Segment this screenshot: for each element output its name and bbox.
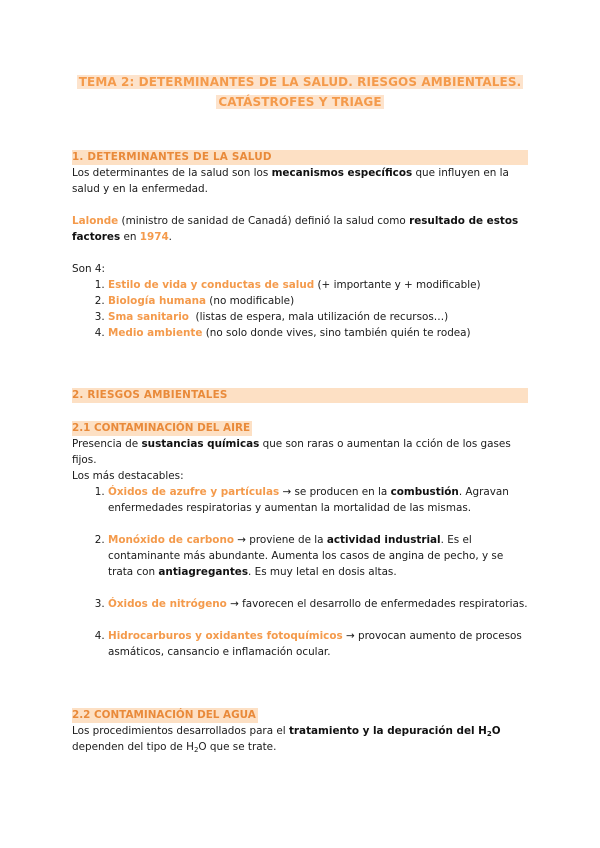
bold-text: resultado de estos factores — [72, 215, 519, 243]
list-item-desc: (listas de espera, mala utilización de recursos…) — [188, 311, 449, 323]
bold-run: O — [491, 725, 501, 737]
list-item-term: Óxidos de nitrógeno — [108, 598, 227, 610]
list-item-desc: (no modificable) — [206, 295, 295, 307]
document-title — [72, 72, 528, 112]
list-item-term: Biología humana — [108, 295, 206, 307]
determinants-list — [72, 277, 528, 341]
bold-text: sustancias químicas — [141, 438, 260, 450]
subsection-2-2-heading: 2.2 CONTAMINACIÓN DEL AGUA — [72, 709, 256, 721]
bold-text: antiagregantes — [158, 566, 249, 578]
title-line-2: CATÁSTROFES Y TRIAGE — [218, 95, 382, 109]
section-1-heading: 1. DETERMINANTES DE LA SALUD — [72, 150, 528, 165]
list-item-desc: (no solo donde vives, sino también quién te rodea) — [202, 327, 471, 339]
text-run: dependen del tipo de H — [72, 741, 194, 753]
text-run: . — [168, 231, 172, 243]
list-item — [108, 628, 528, 660]
bold-text: actividad industrial — [326, 534, 441, 546]
list-item-term: Hidrocarburos y oxidantes fotoquímicos — [108, 630, 343, 642]
list-item-term: Sma sanitario — [108, 311, 189, 323]
list-item-desc: (+ importante y + modificable) — [314, 279, 481, 291]
subscript: 2 — [486, 730, 492, 738]
text-run: Los procedimientos desarrollados para el — [72, 725, 289, 737]
list-item — [108, 325, 528, 341]
subsection-2-1-paragraph-2: Los más destacables: — [72, 470, 184, 482]
text-run: O que se trate. — [198, 741, 277, 753]
document-page — [72, 72, 528, 755]
list-item-term: Óxidos de azufre y partículas — [108, 486, 280, 498]
list-item-term: Monóxido de carbono — [108, 534, 234, 546]
text-run: que influyen en la salud y en la enfermedad. — [72, 167, 509, 195]
list-item-term: Medio ambiente — [108, 327, 203, 339]
list-item-term: Estilo de vida y conductas de salud — [108, 279, 315, 291]
subscript: 2 — [193, 746, 199, 754]
text-run: . Es el contaminante más abundante. Aumenta los casos de angina de pecho, y se trata con — [108, 534, 504, 578]
highlight-name: Lalonde — [72, 215, 119, 227]
list-intro: Son 4: — [72, 263, 105, 275]
text-run: Presencia de — [72, 438, 142, 450]
text-run: . Es muy letal en dosis altas. — [248, 566, 397, 578]
text-run: → favorecen el desarrollo de enfermedades respiratorias. — [226, 598, 528, 610]
list-item — [108, 293, 528, 309]
bold-text: combustión — [390, 486, 459, 498]
title-line-1: TEMA 2: DETERMINANTES DE LA SALUD. RIESGOS AMBIENTALES. — [78, 75, 522, 89]
subsection-2-1-paragraph-1 — [72, 436, 528, 468]
text-run: . Agravan enfermedades respiratorias y aumentan la mortalidad de las mismas. — [108, 486, 509, 514]
text-run: (ministro de sanidad de Canadá) definió la salud como — [118, 215, 410, 227]
section-1-paragraph-2 — [72, 213, 528, 245]
list-item — [108, 596, 528, 612]
text-run: → provocan aumento de procesos asmáticos, cansancio e inflamación ocular. — [108, 630, 522, 658]
section-2-heading: 2. RIESGOS AMBIENTALES — [72, 388, 528, 403]
bold-text — [289, 725, 501, 737]
list-item — [108, 309, 528, 325]
text-run: → proviene de la — [233, 534, 327, 546]
bold-run: tratamiento y la depuración del H — [288, 725, 487, 737]
list-item — [108, 484, 528, 516]
text-run: en — [120, 231, 140, 243]
subsection-2-2-paragraph-1 — [72, 723, 528, 755]
text-run: que son raras o aumentan la cción de los gases fijos. — [72, 438, 511, 466]
bold-text: mecanismos específicos — [271, 167, 413, 179]
text-run: Los determinantes de la salud son los — [72, 167, 272, 179]
list-item — [108, 532, 528, 580]
highlight-year: 1974 — [139, 231, 169, 243]
list-item — [108, 277, 528, 293]
subsection-2-1-heading: 2.1 CONTAMINACIÓN DEL AIRE — [72, 422, 251, 434]
air-pollutants-list — [72, 484, 528, 660]
section-1-paragraph-1 — [72, 165, 528, 197]
text-run: → se producen en la — [279, 486, 391, 498]
